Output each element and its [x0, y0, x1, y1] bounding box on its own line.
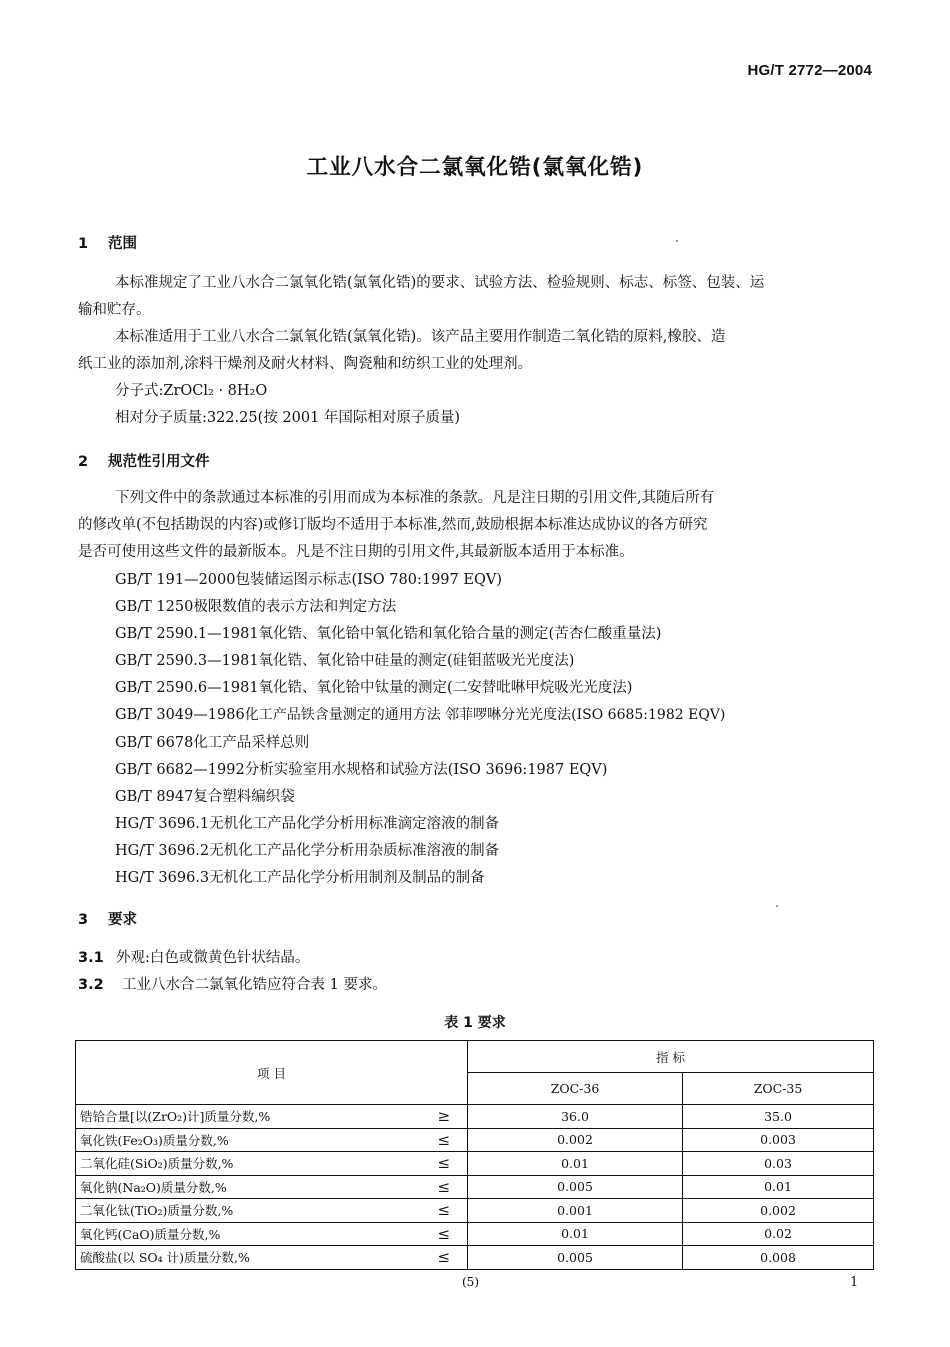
reference-item	[115, 648, 725, 675]
reference-title: 无机化工产品化学分析用杂质标准溶液的制备	[209, 842, 500, 859]
row-value-zoc36: 0.01	[468, 1222, 683, 1246]
reference-title: 复合塑料编织袋	[193, 788, 295, 805]
row-item: 氧化铁(Fe₂O₃)质量分数,%	[76, 1128, 421, 1152]
table-header-item: 项 目	[76, 1041, 468, 1105]
row-symbol: ≤	[421, 1199, 468, 1223]
clause-3-1	[78, 946, 309, 967]
table-row	[76, 1128, 874, 1152]
reference-code: GB/T 6682—1992	[115, 761, 245, 778]
molecular-formula: ZrOCl₂ · 8H₂O	[163, 383, 268, 399]
table-row	[76, 1246, 874, 1270]
row-value-zoc35: 0.02	[683, 1222, 874, 1246]
normative-para-line-2: 的修改单(不包括勘误的内容)或修订版均不适用于本标准,然而,鼓励根据本标准达成协议的各方研究	[78, 517, 708, 533]
reference-list	[115, 567, 725, 892]
row-item: 硫酸盐(以 SO₄ 计)质量分数,%	[76, 1246, 421, 1270]
reference-code: GB/T 2590.6—1981	[115, 680, 259, 697]
scope-para-2-line-2: 纸工业的添加剂,涂料干燥剂及耐火材料、陶瓷釉和纺织工业的处理剂。	[78, 356, 533, 372]
section-2-title: 规范性引用文件	[108, 454, 210, 470]
row-symbol: ≤	[421, 1128, 468, 1152]
section-1-number: 1	[78, 236, 89, 252]
table-row	[76, 1175, 874, 1199]
row-symbol: ≤	[421, 1175, 468, 1199]
row-value-zoc36: 0.002	[468, 1128, 683, 1152]
reference-code: GB/T 191—2000	[115, 572, 236, 588]
row-value-zoc36: 0.01	[468, 1152, 683, 1176]
section-2-number: 2	[78, 454, 89, 470]
table-row	[76, 1105, 874, 1129]
document-title: 工业八水合二氯氧化锆(氯氧化锆)	[306, 155, 644, 180]
reference-code: GB/T 2590.1—1981	[115, 626, 259, 643]
reference-item	[115, 702, 725, 729]
scan-speck	[776, 905, 778, 907]
clause-3-2-text: 工业八水合二氯氧化锆应符合表 1 要求。	[122, 977, 387, 993]
row-item: 氧化钠(Na₂O)质量分数,%	[76, 1175, 421, 1199]
row-item: 二氧化硅(SiO₂)质量分数,%	[76, 1152, 421, 1176]
reference-item	[115, 784, 725, 811]
row-item: 锆铪合量[以(ZrO₂)计]质量分数,%	[76, 1105, 421, 1129]
table-header-zoc35: ZOC-35	[683, 1073, 874, 1105]
row-value-zoc35: 0.01	[683, 1175, 874, 1199]
row-value-zoc36: 36.0	[468, 1105, 683, 1129]
section-1-heading	[78, 232, 137, 253]
row-symbol: ≤	[421, 1222, 468, 1246]
row-item: 二氧化钛(TiO₂)质量分数,%	[76, 1199, 421, 1223]
reference-item	[115, 675, 725, 702]
table-caption: 表 1 要求	[444, 1015, 506, 1031]
molecular-formula-line	[78, 378, 873, 405]
reference-title: 极限数值的表示方法和判定方法	[193, 599, 397, 616]
scope-para-1-line-1: 本标准规定了工业八水合二氯氧化锆(氯氧化锆)的要求、试验方法、检验规则、标志、标签、包装、运	[115, 275, 765, 291]
page-number-centered: (5)	[462, 1275, 479, 1289]
row-value-zoc35: 0.008	[683, 1246, 874, 1270]
formula-label: 分子式:	[115, 383, 164, 399]
reference-code: GB/T 2590.3—1981	[115, 653, 259, 670]
reference-title: 包装储运图示标志(ISO 780:1997 EQV)	[235, 572, 502, 588]
section-1-body	[78, 270, 873, 432]
reference-item	[115, 730, 725, 757]
reference-code: GB/T 1250	[115, 599, 194, 616]
reference-code: HG/T 3696.3	[115, 870, 210, 887]
reference-code: HG/T 3696.1	[115, 815, 210, 832]
section-2-heading	[78, 450, 210, 471]
table-row	[76, 1199, 874, 1223]
scope-para-2-line-1: 本标准适用于工业八水合二氯氧化锆(氯氧化锆)。该产品主要用作制造二氧化锆的原料,橡胶、造	[115, 329, 726, 345]
section-1-title: 范围	[108, 236, 137, 252]
reference-item	[115, 621, 725, 648]
reference-title: 化工产品铁含量测定的通用方法 邻菲啰啉分光光度法(ISO 6685:1982 EQV)	[244, 707, 726, 724]
row-symbol: ≤	[421, 1246, 468, 1270]
normative-para-line-3: 是否可使用这些文件的最新版本。凡是不注日期的引用文件,其最新版本适用于本标准。	[78, 544, 634, 560]
row-symbol: ≤	[421, 1152, 468, 1176]
reference-title: 无机化工产品化学分析用标准滴定溶液的制备	[209, 815, 500, 832]
row-value-zoc36: 0.005	[468, 1175, 683, 1199]
row-value-zoc36: 0.005	[468, 1246, 683, 1270]
reference-item	[115, 567, 725, 594]
molecular-mass-line: 相对分子质量:322.25(按 2001 年国际相对原子质量)	[115, 410, 461, 426]
reference-item	[115, 757, 725, 784]
section-2-body	[78, 485, 873, 566]
requirements-table	[75, 1040, 874, 1270]
clause-3-1-text: 外观:白色或微黄色针状结晶。	[116, 950, 310, 966]
scope-para-1-line-2: 输和贮存。	[78, 302, 151, 318]
section-3-title: 要求	[108, 912, 137, 928]
reference-title: 无机化工产品化学分析用制剂及制品的制备	[209, 870, 485, 887]
page-number-right: 1	[850, 1275, 859, 1290]
clause-3-1-number: 3.1	[78, 950, 104, 966]
standard-code: HG/T 2772—2004	[747, 62, 872, 79]
row-value-zoc36: 0.001	[468, 1199, 683, 1223]
reference-code: GB/T 8947	[115, 788, 194, 805]
table-row	[76, 1152, 874, 1176]
table-header-index: 指 标	[468, 1041, 874, 1073]
row-item: 氧化钙(CaO)质量分数,%	[76, 1222, 421, 1246]
reference-title: 氧化锆、氧化铪中硅量的测定(硅钼蓝吸光光度法)	[258, 653, 575, 670]
clause-3-2	[78, 973, 387, 994]
reference-item	[115, 594, 725, 621]
row-value-zoc35: 35.0	[683, 1105, 874, 1129]
section-3-heading	[78, 908, 137, 929]
row-value-zoc35: 0.03	[683, 1152, 874, 1176]
table-header-zoc36: ZOC-36	[468, 1073, 683, 1105]
reference-item	[115, 811, 725, 838]
reference-item	[115, 865, 725, 892]
row-symbol: ≥	[421, 1105, 468, 1129]
reference-code: GB/T 3049—1986	[115, 707, 245, 724]
normative-para-line-1: 下列文件中的条款通过本标准的引用而成为本标准的条款。凡是注日期的引用文件,其随后所有	[115, 490, 715, 506]
reference-code: GB/T 6678	[115, 734, 194, 751]
clause-3-2-number: 3.2	[78, 977, 104, 993]
reference-code: HG/T 3696.2	[115, 842, 210, 859]
row-value-zoc35: 0.003	[683, 1128, 874, 1152]
table-row	[76, 1222, 874, 1246]
scan-speck	[676, 240, 678, 242]
reference-item	[115, 838, 725, 865]
reference-title: 化工产品采样总则	[193, 734, 310, 751]
reference-title: 氧化锆、氧化铪中氧化锆和氧化铪合量的测定(苦杏仁酸重量法)	[258, 626, 662, 643]
reference-title: 分析实验室用水规格和试验方法(ISO 3696:1987 EQV)	[244, 761, 608, 778]
row-value-zoc35: 0.002	[683, 1199, 874, 1223]
section-3-number: 3	[78, 912, 89, 928]
reference-title: 氧化锆、氧化铪中钛量的测定(二安替吡啉甲烷吸光光度法)	[258, 680, 633, 697]
